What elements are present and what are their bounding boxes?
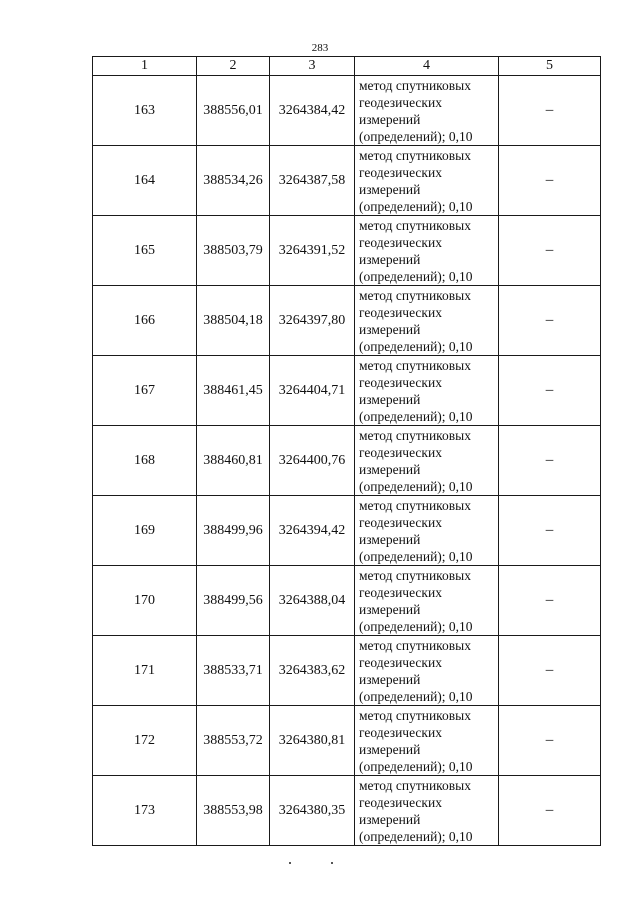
method-cell <box>355 76 499 146</box>
table-row <box>93 356 601 426</box>
y-coordinate-cell: 3264388,04 <box>270 566 355 636</box>
scan-dot <box>289 862 291 864</box>
y-coordinate-cell: 3264397,80 <box>270 286 355 356</box>
method-line: (определений); 0,10 <box>359 548 473 564</box>
method-line: (определений); 0,10 <box>359 478 473 494</box>
method-line: метод спутниковых <box>359 567 471 583</box>
method-line: (определений); 0,10 <box>359 338 473 354</box>
method-line: (определений); 0,10 <box>359 688 473 704</box>
y-coordinate-cell: 3264387,58 <box>270 146 355 216</box>
method-cell <box>355 356 499 426</box>
note-cell: – <box>499 706 601 776</box>
method-line: метод спутниковых <box>359 707 471 723</box>
note-cell: – <box>499 776 601 846</box>
method-line: геодезических <box>359 514 442 530</box>
method-line: метод спутниковых <box>359 427 471 443</box>
method-line: (определений); 0,10 <box>359 828 473 844</box>
method-cell <box>355 286 499 356</box>
table-row <box>93 146 601 216</box>
method-line: геодезических <box>359 164 442 180</box>
method-cell <box>355 146 499 216</box>
table-row <box>93 776 601 846</box>
table-row <box>93 706 601 776</box>
x-coordinate-cell: 388504,18 <box>197 286 270 356</box>
point-number-cell: 170 <box>93 566 197 636</box>
note-cell: – <box>499 426 601 496</box>
column-header-3: 3 <box>270 57 355 76</box>
note-cell: – <box>499 496 601 566</box>
column-header-5: 5 <box>499 57 601 76</box>
note-cell: – <box>499 636 601 706</box>
method-cell <box>355 636 499 706</box>
y-coordinate-cell: 3264394,42 <box>270 496 355 566</box>
method-line: измерений <box>359 391 421 407</box>
method-line: метод спутниковых <box>359 77 471 93</box>
x-coordinate-cell: 388461,45 <box>197 356 270 426</box>
note-cell: – <box>499 286 601 356</box>
point-number-cell: 172 <box>93 706 197 776</box>
method-line: (определений); 0,10 <box>359 618 473 634</box>
method-line: измерений <box>359 181 421 197</box>
method-line: геодезических <box>359 234 442 250</box>
method-line: измерений <box>359 461 421 477</box>
point-number-cell: 167 <box>93 356 197 426</box>
table-row <box>93 636 601 706</box>
table-body <box>93 76 601 846</box>
method-line: (определений); 0,10 <box>359 198 473 214</box>
method-line: геодезических <box>359 584 442 600</box>
method-line: измерений <box>359 321 421 337</box>
x-coordinate-cell: 388534,26 <box>197 146 270 216</box>
x-coordinate-cell: 388460,81 <box>197 426 270 496</box>
point-number-cell: 173 <box>93 776 197 846</box>
table-row <box>93 496 601 566</box>
point-number-cell: 171 <box>93 636 197 706</box>
coordinates-table <box>92 56 601 846</box>
method-line: метод спутниковых <box>359 217 471 233</box>
y-coordinate-cell: 3264384,42 <box>270 76 355 146</box>
table-header-row <box>93 57 601 76</box>
note-cell: – <box>499 566 601 636</box>
column-header-1: 1 <box>93 57 197 76</box>
note-cell: – <box>499 76 601 146</box>
method-line: измерений <box>359 251 421 267</box>
point-number-cell: 164 <box>93 146 197 216</box>
method-line: измерений <box>359 601 421 617</box>
x-coordinate-cell: 388499,56 <box>197 566 270 636</box>
method-cell <box>355 566 499 636</box>
method-line: геодезических <box>359 654 442 670</box>
point-number-cell: 168 <box>93 426 197 496</box>
method-line: (определений); 0,10 <box>359 758 473 774</box>
scan-dot <box>331 862 333 864</box>
y-coordinate-cell: 3264380,35 <box>270 776 355 846</box>
column-header-2: 2 <box>197 57 270 76</box>
x-coordinate-cell: 388553,72 <box>197 706 270 776</box>
x-coordinate-cell: 388556,01 <box>197 76 270 146</box>
y-coordinate-cell: 3264391,52 <box>270 216 355 286</box>
method-line: (определений); 0,10 <box>359 128 473 144</box>
method-line: геодезических <box>359 94 442 110</box>
method-cell <box>355 776 499 846</box>
method-line: метод спутниковых <box>359 497 471 513</box>
method-cell <box>355 216 499 286</box>
y-coordinate-cell: 3264400,76 <box>270 426 355 496</box>
method-line: измерений <box>359 111 421 127</box>
method-line: измерений <box>359 741 421 757</box>
table-row <box>93 566 601 636</box>
note-cell: – <box>499 216 601 286</box>
method-cell <box>355 496 499 566</box>
note-cell: – <box>499 146 601 216</box>
method-cell <box>355 706 499 776</box>
x-coordinate-cell: 388499,96 <box>197 496 270 566</box>
method-line: измерений <box>359 671 421 687</box>
point-number-cell: 163 <box>93 76 197 146</box>
method-line: геодезических <box>359 374 442 390</box>
page-number: 283 <box>311 42 329 54</box>
x-coordinate-cell: 388533,71 <box>197 636 270 706</box>
table-row <box>93 76 601 146</box>
method-line: (определений); 0,10 <box>359 268 473 284</box>
table-row <box>93 426 601 496</box>
method-line: измерений <box>359 531 421 547</box>
point-number-cell: 169 <box>93 496 197 566</box>
method-line: метод спутниковых <box>359 147 471 163</box>
y-coordinate-cell: 3264404,71 <box>270 356 355 426</box>
method-line: измерений <box>359 811 421 827</box>
point-number-cell: 166 <box>93 286 197 356</box>
y-coordinate-cell: 3264383,62 <box>270 636 355 706</box>
note-cell: – <box>499 356 601 426</box>
method-line: метод спутниковых <box>359 777 471 793</box>
method-line: метод спутниковых <box>359 357 471 373</box>
method-cell <box>355 426 499 496</box>
scan-marks <box>0 860 640 868</box>
method-line: метод спутниковых <box>359 637 471 653</box>
method-line: метод спутниковых <box>359 287 471 303</box>
point-number-cell: 165 <box>93 216 197 286</box>
table-row <box>93 216 601 286</box>
method-line: геодезических <box>359 444 442 460</box>
method-line: геодезических <box>359 794 442 810</box>
method-line: геодезических <box>359 724 442 740</box>
x-coordinate-cell: 388503,79 <box>197 216 270 286</box>
column-header-4: 4 <box>355 57 499 76</box>
table-row <box>93 286 601 356</box>
method-line: геодезических <box>359 304 442 320</box>
x-coordinate-cell: 388553,98 <box>197 776 270 846</box>
method-line: (определений); 0,10 <box>359 408 473 424</box>
y-coordinate-cell: 3264380,81 <box>270 706 355 776</box>
